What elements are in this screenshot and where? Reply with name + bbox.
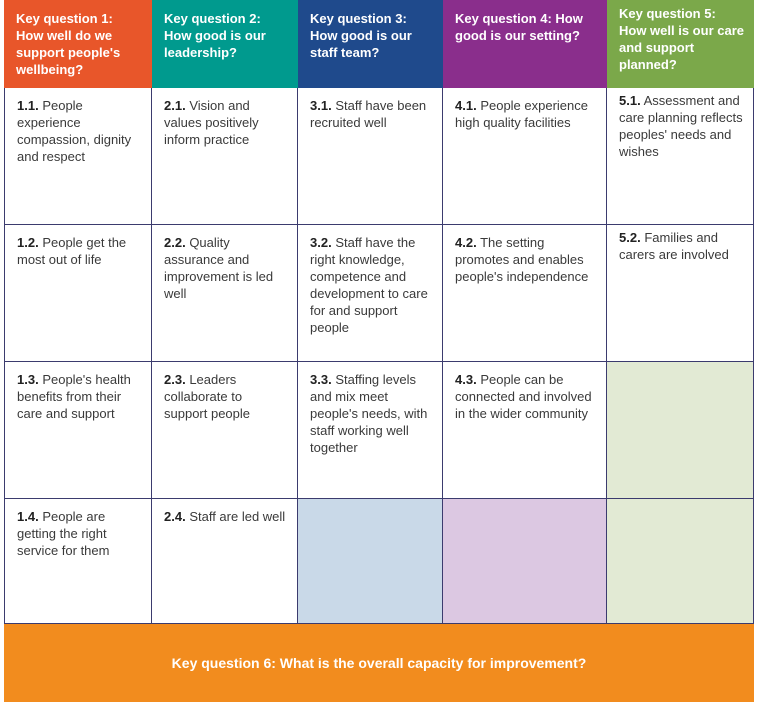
- cell-text: Staff have the right knowledge, competence and development to care for and support people: [310, 235, 428, 335]
- cell-number: 2.3.: [164, 372, 186, 387]
- cell-number: 3.2.: [310, 235, 332, 250]
- cell-1-2: [4, 225, 152, 362]
- cell-text: People can be connected and involved in the wider community: [455, 372, 592, 421]
- cell-text: People's health benefits from their care and support: [17, 372, 131, 421]
- cell-4-3: [443, 362, 607, 499]
- cell-2-1: [152, 88, 298, 225]
- cell-number: 2.4.: [164, 509, 186, 524]
- empty-cell-5-4: [607, 499, 754, 624]
- header-key-question-3: Key question 3: How good is our staff team?: [298, 0, 443, 88]
- cell-number: 1.3.: [17, 372, 39, 387]
- cell-4-2: [443, 225, 607, 362]
- cell-3-2: [298, 225, 443, 362]
- cell-number: 4.1.: [455, 98, 477, 113]
- cell-3-1: [298, 88, 443, 225]
- cell-text: Staff have been recruited well: [310, 98, 427, 130]
- cell-1-3: [4, 362, 152, 499]
- cell-number: 5.2.: [619, 230, 641, 245]
- cell-text: People experience high quality facilities: [455, 98, 589, 130]
- cell-text: Staff are led well: [189, 509, 286, 524]
- cell-1-1: [4, 88, 152, 225]
- footer-key-question-6: Key question 6: What is the overall capacity for improvement?: [4, 624, 754, 702]
- cell-text: Leaders collaborate to support people: [164, 372, 251, 421]
- cell-number: 4.2.: [455, 235, 477, 250]
- quality-framework-table: [4, 0, 754, 702]
- header-key-question-5: Key question 5: How well is our care and support planned?: [607, 0, 754, 88]
- empty-cell-3-4: [298, 499, 443, 624]
- cell-text: People are getting the right service for them: [17, 509, 110, 558]
- cell-text: Quality assurance and improvement is led well: [164, 235, 274, 301]
- cell-text: Assessment and care planning reflects peoples' needs and wishes: [619, 93, 743, 159]
- cell-number: 2.1.: [164, 98, 186, 113]
- cell-text: People get the most out of life: [17, 235, 127, 267]
- cell-text: People experience compassion, dignity and respect: [17, 98, 132, 164]
- empty-cell-5-3: [607, 362, 754, 499]
- header-key-question-4: Key question 4: How good is our setting?: [443, 0, 607, 88]
- cell-2-4: [152, 499, 298, 624]
- cell-text: Staffing levels and mix meet people's needs, with staff working well together: [310, 372, 428, 455]
- header-key-question-1: Key question 1: How well do we support people's wellbeing?: [4, 0, 152, 88]
- cell-text: The setting promotes and enables people's independence: [455, 235, 589, 284]
- cell-number: 2.2.: [164, 235, 186, 250]
- cell-number: 3.1.: [310, 98, 332, 113]
- cell-number: 1.2.: [17, 235, 39, 250]
- empty-cell-4-4: [443, 499, 607, 624]
- cell-2-3: [152, 362, 298, 499]
- cell-text: Families and carers are involved: [619, 230, 729, 262]
- cell-number: 1.1.: [17, 98, 39, 113]
- cell-text: Vision and values positively inform practice: [164, 98, 259, 147]
- cell-number: 4.3.: [455, 372, 477, 387]
- cell-1-4: [4, 499, 152, 624]
- cell-4-1: [443, 88, 607, 225]
- cell-5-2: [607, 225, 754, 362]
- cell-number: 1.4.: [17, 509, 39, 524]
- cell-number: 3.3.: [310, 372, 332, 387]
- cell-5-1: [607, 88, 754, 225]
- cell-2-2: [152, 225, 298, 362]
- header-key-question-2: Key question 2: How good is our leadership?: [152, 0, 298, 88]
- cell-3-3: [298, 362, 443, 499]
- cell-number: 5.1.: [619, 93, 641, 108]
